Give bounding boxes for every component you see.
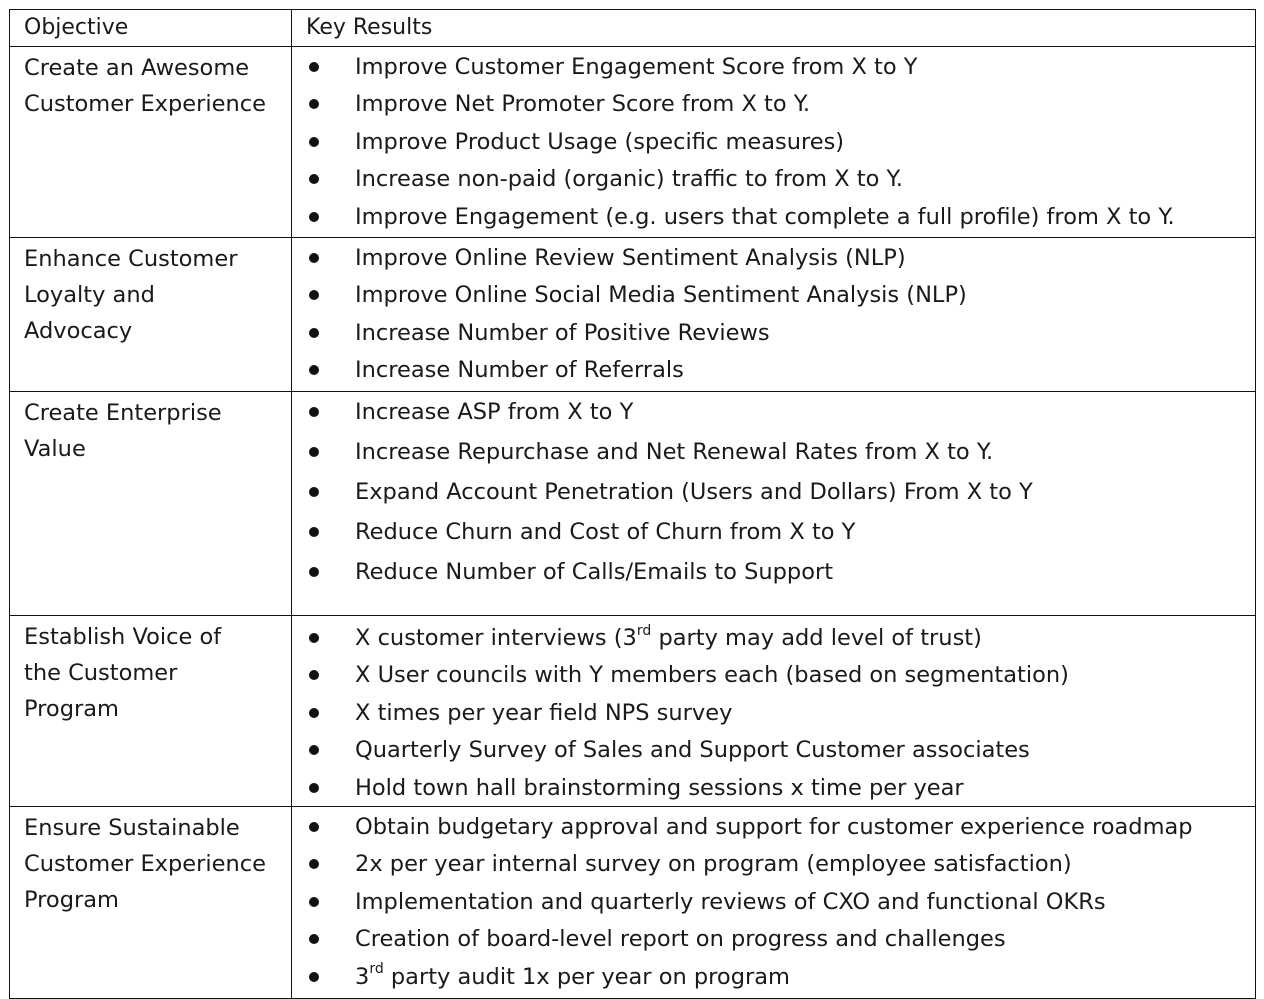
bullet-icon	[309, 328, 319, 338]
key-result-text: Improve Online Review Sentiment Analysis (NLP)	[355, 245, 906, 271]
key-result-text: Improve Customer Engagement Score from X to Y	[355, 54, 918, 80]
bullet-icon	[309, 407, 319, 417]
bullet-icon	[309, 174, 319, 184]
bullet-icon	[309, 253, 319, 263]
key-result-text: party may add level of trust)	[651, 625, 982, 651]
key-result-item	[292, 807, 1255, 844]
key-result-item	[292, 618, 1255, 655]
table-row	[10, 616, 1256, 807]
key-result-item	[292, 84, 1255, 121]
bullet-icon	[309, 527, 319, 537]
bullet-icon	[309, 290, 319, 300]
objective-cell	[10, 392, 292, 616]
key-result-text: party audit 1x per year on program	[383, 963, 790, 990]
key-result-text: 2x per year internal survey on program (employee satisfaction)	[355, 851, 1072, 878]
key-result-item	[292, 768, 1255, 805]
key-result-text: Hold town hall brainstorming sessions x time per year	[355, 774, 964, 801]
key-results-cell	[292, 238, 1256, 392]
key-result-item	[292, 730, 1255, 767]
key-results-cell	[292, 392, 1256, 616]
key-result-item	[292, 238, 1255, 275]
key-result-text: Improve Online Social Media Sentiment Analysis (NLP)	[355, 282, 967, 309]
objective-line: Program	[24, 696, 119, 722]
key-result-item	[292, 197, 1255, 234]
key-result-item	[292, 313, 1255, 350]
key-results-cell	[292, 47, 1256, 238]
objective-line: Ensure Sustainable	[24, 815, 240, 841]
objective-cell	[10, 47, 292, 238]
bullet-icon	[309, 487, 319, 497]
key-result-text: X times per year field NPS survey	[355, 699, 733, 726]
bullet-icon	[309, 897, 319, 907]
key-result-text: Increase ASP from X to Y	[355, 399, 634, 425]
objective-line: Establish Voice of	[24, 624, 222, 650]
table-row	[10, 807, 1256, 999]
objective-header: Objective	[10, 10, 292, 47]
key-results-list	[292, 238, 1255, 388]
bullet-icon	[309, 137, 319, 147]
bullet-icon	[309, 822, 319, 832]
key-result-item	[292, 47, 1255, 84]
objective-cell	[10, 616, 292, 807]
objective-line: Loyalty and	[24, 282, 155, 308]
key-result-text: Reduce Number of Calls/Emails to Support	[355, 559, 834, 585]
key-results-list	[292, 616, 1255, 805]
key-result-item	[292, 275, 1255, 312]
key-result-text: Obtain budgetary approval and support for customer experience roadmap	[355, 814, 1193, 840]
key-result-item	[292, 392, 1255, 432]
key-result-item	[292, 957, 1255, 994]
okr-table	[9, 9, 1256, 999]
objective-line: Advocacy	[24, 318, 133, 344]
header-row	[10, 10, 1256, 47]
key-result-text: Increase Repurchase and Net Renewal Rates from X to Y.	[355, 439, 994, 465]
key-results-cell	[292, 807, 1256, 999]
key-result-item	[292, 350, 1255, 387]
key-result-item	[292, 919, 1255, 956]
key-result-item	[292, 552, 1255, 592]
bullet-icon	[309, 567, 319, 577]
key-result-text: X customer interviews (3	[355, 625, 637, 651]
key-result-text: Implementation and quarterly reviews of CXO and functional OKRs	[355, 888, 1106, 915]
key-result-item	[292, 882, 1255, 919]
key-result-text: Improve Engagement (e.g. users that complete a full profile) from X to Y.	[355, 203, 1175, 230]
bullet-icon	[309, 99, 319, 109]
bullet-icon	[309, 62, 319, 72]
objective-line: Customer Experience	[24, 91, 266, 117]
table-row	[10, 392, 1256, 616]
key-result-text: Improve Net Promoter Score from X to Y.	[355, 91, 811, 118]
objective-line: Create Enterprise	[24, 400, 222, 426]
bullet-icon	[309, 859, 319, 869]
key-result-text: Improve Product Usage (specific measures)	[355, 128, 845, 155]
bullet-icon	[309, 633, 319, 643]
bullet-icon	[309, 670, 319, 680]
key-result-item	[292, 432, 1255, 472]
key-result-text: 3	[355, 963, 370, 990]
bullet-icon	[309, 934, 319, 944]
key-result-item	[292, 512, 1255, 552]
table-row	[10, 238, 1256, 392]
key-result-item	[292, 472, 1255, 512]
key-result-text: Creation of board-level report on progress and challenges	[355, 926, 1006, 953]
key-result-text: Reduce Churn and Cost of Churn from X to Y	[355, 519, 856, 545]
okr-table-body	[10, 10, 1256, 999]
key-result-item	[292, 844, 1255, 881]
ordinal-superscript: rd	[369, 961, 384, 978]
key-result-text: Increase Number of Referrals	[355, 357, 684, 384]
objective-cell	[10, 238, 292, 392]
key-result-text: Increase Number of Positive Reviews	[355, 319, 770, 346]
bullet-icon	[309, 447, 319, 457]
key-result-text: Quarterly Survey of Sales and Support Customer associates	[355, 737, 1030, 764]
objective-line: Program	[24, 887, 119, 913]
key-result-item	[292, 693, 1255, 730]
key-result-item	[292, 655, 1255, 692]
objective-line: Create an Awesome	[24, 55, 250, 81]
bullet-icon	[309, 783, 319, 793]
key-result-text: Expand Account Penetration (Users and Dollars) From X to Y	[355, 479, 1033, 505]
bullet-icon	[309, 365, 319, 375]
objective-line: Customer Experience	[24, 851, 266, 877]
key-results-list	[292, 392, 1255, 592]
ordinal-superscript: rd	[636, 622, 652, 639]
objective-cell	[10, 807, 292, 999]
key-results-list	[292, 47, 1255, 234]
key-results-list	[292, 807, 1255, 994]
objective-line: Enhance Customer	[24, 246, 238, 272]
bullet-icon	[309, 708, 319, 718]
objective-line: Value	[24, 436, 86, 462]
key-result-text: X User councils with Y members each (based on segmentation)	[355, 662, 1069, 689]
key-result-item	[292, 159, 1255, 196]
key-results-cell	[292, 616, 1256, 807]
bullet-icon	[309, 972, 319, 982]
key-result-item	[292, 122, 1255, 159]
key-results-header: Key Results	[292, 10, 1256, 47]
table-row	[10, 47, 1256, 238]
bullet-icon	[309, 212, 319, 222]
key-result-text: Increase non-paid (organic) traffic to from X to Y.	[355, 166, 903, 193]
objective-line: the Customer	[24, 660, 178, 686]
bullet-icon	[309, 745, 319, 755]
